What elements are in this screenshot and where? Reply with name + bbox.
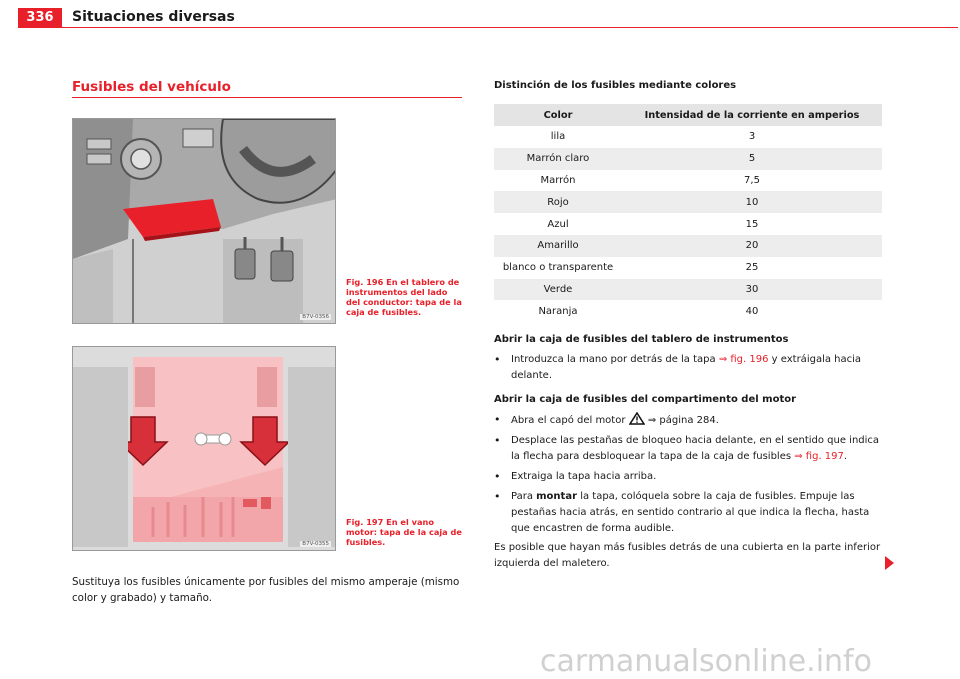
fuse-color-section <box>494 78 882 322</box>
figure-197-engine-bay <box>72 346 336 551</box>
color-cell: Amarillo <box>494 235 622 257</box>
dashboard-illustration <box>73 119 336 324</box>
color-cell: lila <box>550 131 566 143</box>
instruction-text: Desplace las pestañas de bloqueo hacia delante, en el sentido que indica la flecha para desbloquear la tapa de la caja de fusibles <box>511 435 880 462</box>
dashboard-fusebox-section <box>494 332 886 384</box>
instruction-text: y extráigala hacia delante. <box>511 354 862 381</box>
page-reference[interactable]: ⇒ página 284. <box>644 415 719 426</box>
table-row <box>494 148 882 170</box>
color-cell: Rojo <box>494 191 622 213</box>
bullet-icon: • <box>494 353 501 366</box>
list-item <box>494 433 886 465</box>
table-row <box>494 213 882 235</box>
replacement-note: Sustituya los fusibles únicamente por fusibles del mismo amperaje (mismo color y grabado) y tamaño. <box>72 576 460 604</box>
engine-fusebox-heading: Abrir la caja de fusibles del compartimento del motor <box>494 394 797 405</box>
color-cell: Marrón claro <box>494 148 622 170</box>
table-header-row <box>494 104 882 126</box>
instruction-text: Extraiga la tapa hacia arriba. <box>511 471 657 482</box>
table-row <box>494 257 882 279</box>
amperage-cell: 40 <box>745 305 759 317</box>
title-divider <box>72 97 462 98</box>
fuse-color-table <box>494 104 882 322</box>
figure-196-dashboard <box>72 118 336 324</box>
bullet-icon: • <box>494 490 501 503</box>
table-row <box>494 279 882 301</box>
figure-196-caption: Fig. 196 En el tablero de instrumentos del lado del conductor: tapa de la caja de fusibles. <box>346 277 462 317</box>
figure-196-link[interactable]: ⇒ fig. 196 <box>718 354 769 365</box>
amperage-cell: 25 <box>745 262 759 274</box>
dashboard-fusebox-heading: Abrir la caja de fusibles del tablero de instrumentos <box>494 334 789 345</box>
list-item <box>494 412 886 429</box>
warning-triangle-icon <box>629 412 645 425</box>
table-row <box>494 300 882 322</box>
amperage-cell: 20 <box>622 235 882 257</box>
figure-197-link[interactable]: ⇒ fig. 197 <box>794 451 844 462</box>
page-title: Fusibles del vehículo <box>72 79 231 95</box>
table-row <box>494 191 882 213</box>
figure-code: B7V-0355 <box>302 541 329 547</box>
list-item <box>494 352 886 384</box>
figure-code: B7V-0356 <box>302 314 329 320</box>
column-header-amperage: Intensidad de la corriente en amperios <box>622 104 882 126</box>
color-cell: Marrón <box>540 174 576 186</box>
bullet-icon: • <box>494 470 501 483</box>
column-header-color: Color <box>494 104 622 126</box>
list-item <box>494 469 886 485</box>
header-divider <box>18 27 958 28</box>
amperage-cell: 15 <box>745 218 759 230</box>
bullet-icon: • <box>494 413 501 426</box>
section-title: Situaciones diversas <box>72 9 235 25</box>
next-page-arrow-icon[interactable] <box>885 556 894 570</box>
instruction-text: Para <box>511 491 537 502</box>
table-row <box>494 170 882 192</box>
amperage-cell: 5 <box>622 148 882 170</box>
table-row <box>494 126 882 148</box>
page-number: 336 <box>18 8 62 28</box>
trunk-fuses-note: Es posible que hayan más fusibles detrás de una cubierta en la parte inferior izquierda del maletero. <box>494 542 881 569</box>
instruction-text: Introduzca la mano por detrás de la tapa <box>511 354 719 365</box>
fuse-color-heading: Distinción de los fusibles mediante colores <box>494 80 737 91</box>
engine-fusebox-section <box>494 392 886 537</box>
amperage-cell: 30 <box>622 279 882 301</box>
instruction-text: la tapa, colóquela sobre la caja de fusibles. Empuje las pestañas hacia atrás, en sentido contrario al que indica la flecha, hasta que encastren de forma audible. <box>511 491 870 534</box>
fuse-box-illustration <box>73 347 336 551</box>
color-cell: Verde <box>494 279 622 301</box>
amperage-cell: 7,5 <box>744 174 760 186</box>
amperage-cell: 3 <box>748 131 756 143</box>
figure-197-caption: Fig. 197 En el vano motor: tapa de la caja de fusibles. <box>346 517 462 547</box>
color-cell: Azul <box>547 218 569 230</box>
color-cell: blanco o transparente <box>502 262 614 274</box>
bullet-icon: • <box>494 434 501 447</box>
color-cell: Naranja <box>538 305 578 317</box>
instruction-text: . <box>843 451 848 462</box>
page-header <box>0 0 960 30</box>
table-row <box>494 235 882 257</box>
watermark: carmanualsonline.info <box>540 644 872 679</box>
list-item <box>494 489 886 537</box>
instruction-text: Abra el capó del motor <box>511 415 629 426</box>
emphasis-text: montar <box>536 491 578 502</box>
amperage-cell: 10 <box>622 191 882 213</box>
